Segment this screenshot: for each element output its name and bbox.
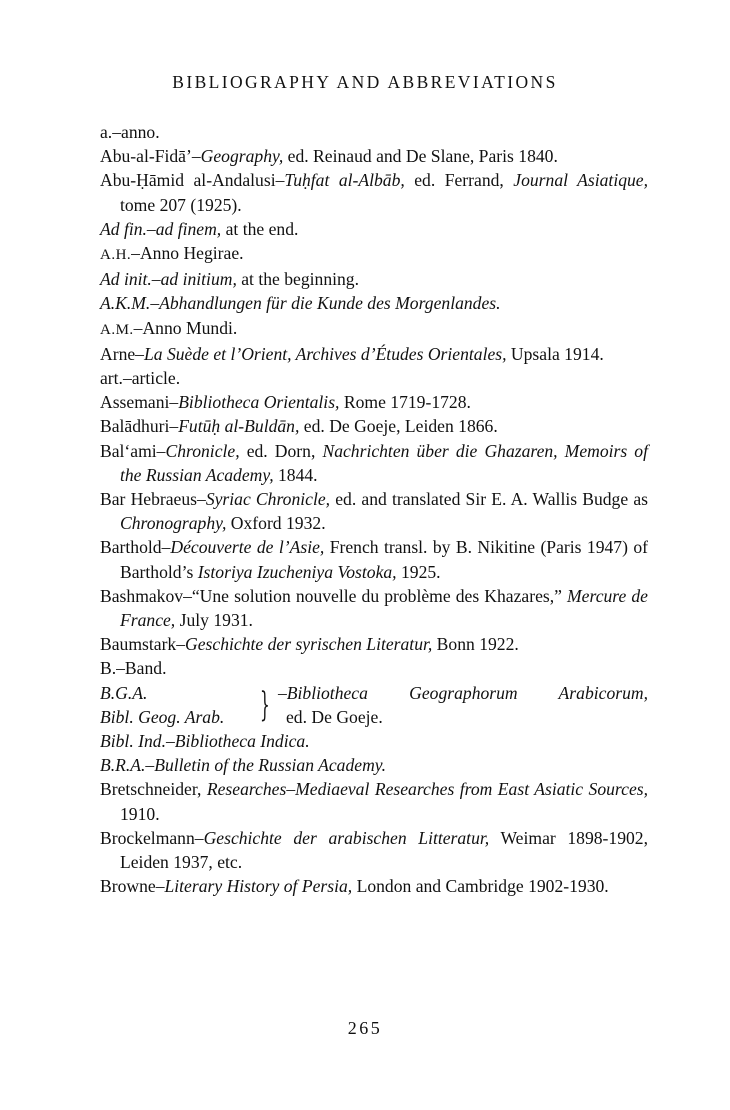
entry-am: A.M.–Anno Mundi. [100,317,238,338]
running-header: BIBLIOGRAPHY AND ABBREVIATIONS [172,72,558,92]
bga-editor: ed. De Goeje. [286,706,383,727]
entry-browne: Browne–Literary History of Persia, London and Cambridge 1902-1930. [100,876,609,897]
entry-bga [100,681,648,729]
bibliography-list [100,120,648,898]
entry-abu-al-fida: Abu-al-Fidā’–Geography, ed. Reinaud and De Slane, Paris 1840. [100,146,558,167]
entry-bra: B.R.A.–Bulletin of the Russian Academy. [100,755,387,776]
entry-ah: A.H.–Anno Hegirae. [100,243,244,264]
right-brace-icon: } [260,684,270,725]
entry-bar-hebraeus: Bar Hebraeus–Syriac Chronicle, ed. and translated Sir E. A. Wallis Budge as Chronography, Oxford 1932. [100,489,648,534]
bga-definition: –Bibliotheca Geographorum Arabicorum, [278,682,648,703]
entry-bashmakov: Bashmakov–“Une solution nouvelle du problème des Khazares,” Mercure de France, July 1931. [100,585,648,631]
entry-ad-init: Ad init.–ad initium, at the beginning. [100,269,359,290]
entry-band: B.–Band. [100,658,167,679]
bga-abbreviation: B.G.A. [100,682,148,703]
bibl-geog-arab-abbreviation: Bibl. Geog. Arab. [100,706,225,727]
entry-akm: A.K.M.–Abhandlungen für die Kunde des Morgenlandes. [100,293,501,314]
entry-barthold: Barthold–Découverte de l’Asie, French transl. by B. Nikitine (Paris 1947) of Barthold’s Istoriya Izucheniya Vostoka, 1925. [100,537,649,582]
page-number: 265 [347,1018,383,1038]
entry-bibl-ind: Bibl. Ind.–Bibliotheca Indica. [100,731,310,752]
entry-anno: a.–anno. [100,122,160,142]
entry-bretschneider: Bretschneider, Researches–Mediaeval Researches from East Asiatic Sources, 1910. [100,779,648,824]
entry-assemani: Assemani–Bibliotheca Orientalis, Rome 1719-1728. [100,392,471,413]
entry-balami: Bal‘ami–Chronicle, ed. Dorn, Nachrichten über die Ghazaren, Memoirs of the Russian Academy, 1844. [100,440,648,485]
entry-ad-fin: Ad fin.–ad finem, at the end. [100,218,299,239]
entry-arne: Arne–La Suède et l’Orient, Archives d’Études Orientales, Upsala 1914. [100,343,604,364]
entry-art: art.–article. [100,368,181,389]
entry-brockelmann: Brockelmann–Geschichte der arabischen Litteratur, Weimar 1898-1902, Leiden 1937, etc. [100,827,649,873]
entry-baladhuri: Balādhuri–Futūḥ al-Buldān, ed. De Goeje, Leiden 1866. [100,416,498,437]
entry-baumstark: Baumstark–Geschichte der syrischen Literatur, Bonn 1922. [100,634,519,655]
entry-abu-hamid: Abu-Ḥāmid al-Andalusi–Tuḥfat al-Albāb, ed. Ferrand, Journal Asiatique, tome 207 (1925). [100,170,649,215]
